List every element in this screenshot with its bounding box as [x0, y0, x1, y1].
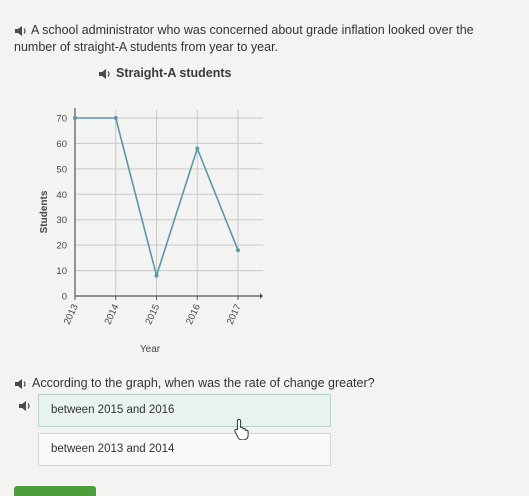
- chart-title: Straight-A students: [116, 66, 232, 80]
- x-tick-label: 2017: [224, 302, 244, 327]
- y-tick-label: 30: [56, 215, 67, 227]
- y-tick-label: 0: [61, 291, 67, 303]
- data-point: [195, 147, 199, 151]
- speaker-icon[interactable]: [14, 378, 28, 390]
- y-tick-labels: [56, 114, 67, 303]
- x-tick-label: 2015: [143, 302, 163, 327]
- data-point: [155, 274, 159, 278]
- x-axis-label: Year: [139, 344, 161, 355]
- question-text: According to the graph, when was the rate of change greater?: [32, 376, 375, 390]
- y-axis-label: Students: [39, 190, 50, 234]
- intro-text-block: [14, 22, 514, 56]
- question-block: [14, 376, 375, 390]
- chart-grid: [75, 110, 263, 296]
- y-tick-label: 20: [56, 240, 67, 252]
- next-button[interactable]: [14, 486, 96, 496]
- data-point: [73, 116, 77, 120]
- y-tick-label: 50: [56, 164, 67, 176]
- speaker-icon[interactable]: [98, 68, 112, 80]
- speaker-icon[interactable]: [18, 400, 32, 412]
- y-tick-label: 70: [56, 113, 67, 125]
- chart-title-block: [98, 66, 232, 80]
- y-tick-label: 40: [56, 189, 67, 201]
- data-point: [114, 116, 118, 120]
- chart-axes: [75, 108, 263, 300]
- answer-option-label: between 2015 and 2016: [51, 404, 175, 416]
- intro-text: A school administrator who was concerned about grade inflation looked over the number of straight-A students from year to year.: [14, 23, 474, 54]
- data-point: [236, 248, 240, 252]
- answer-option-label: between 2013 and 2014: [51, 443, 175, 455]
- answer-option-1[interactable]: [38, 394, 331, 427]
- x-axis-arrow: [260, 293, 263, 299]
- x-tick-label: 2016: [184, 302, 203, 327]
- x-tick-labels: [62, 303, 244, 327]
- hand-pointer-icon: [233, 418, 251, 440]
- answer-option-2[interactable]: [38, 433, 331, 466]
- speaker-icon[interactable]: [14, 25, 28, 37]
- y-tick-label: 60: [56, 138, 67, 150]
- x-tick-label: 2013: [61, 302, 81, 327]
- y-tick-label: 10: [56, 266, 67, 278]
- x-tick-label: 2014: [102, 302, 122, 327]
